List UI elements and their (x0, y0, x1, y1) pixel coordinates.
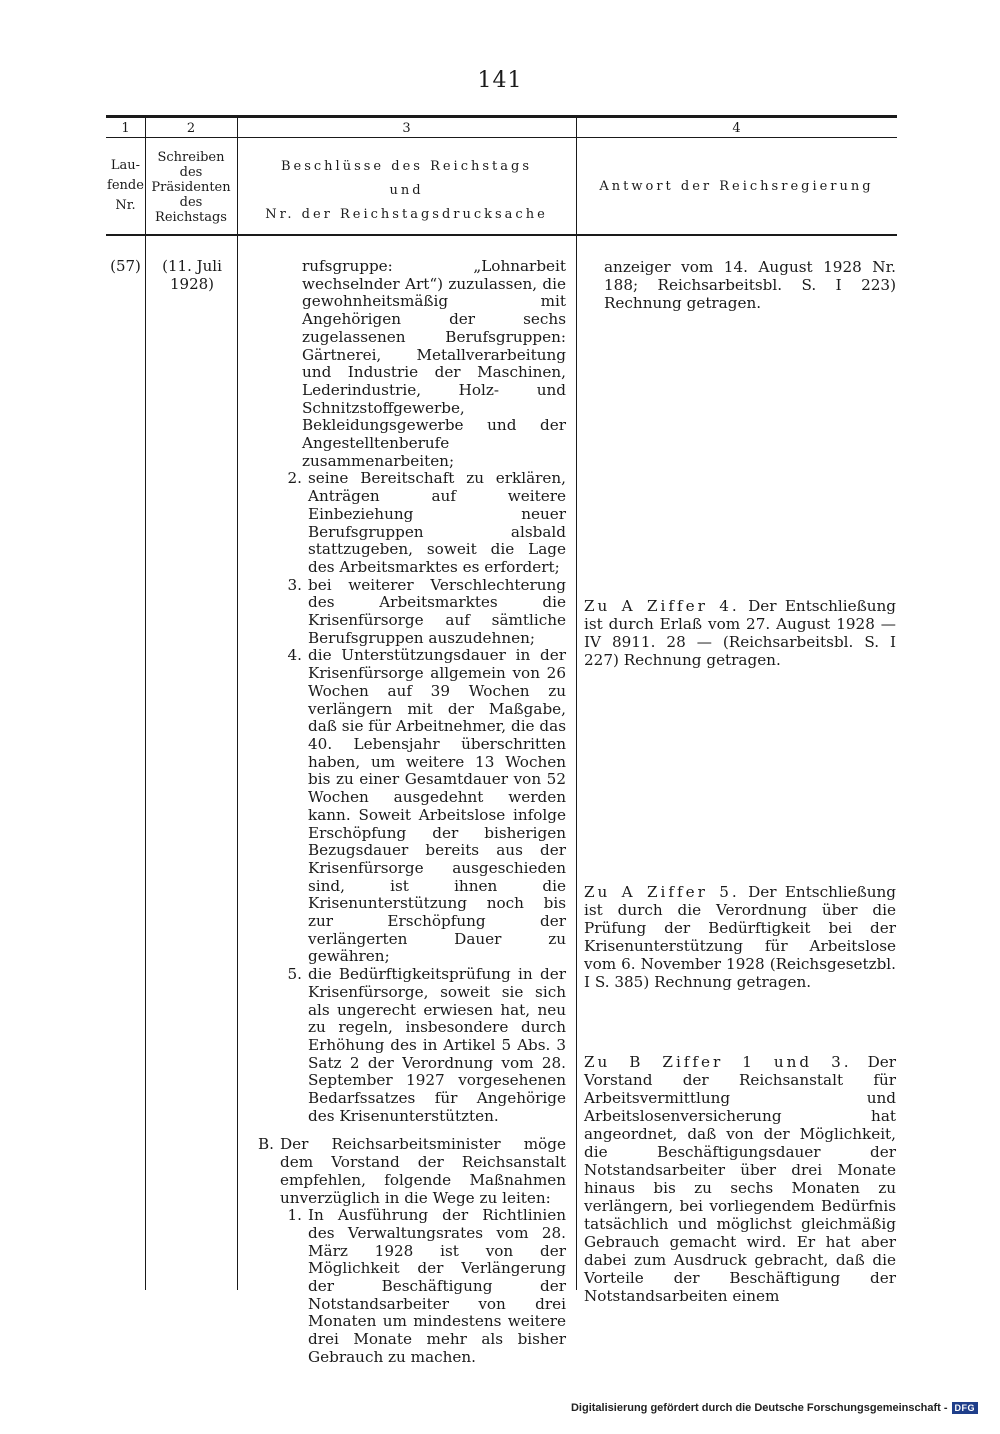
resolution-continuation: rufsgruppe: „Lohnarbeit wechselnder Art“) zuzulassen, die gewohnheitsmäßig mit Angehörigen der sechs zugelassenen Berufsgruppen: Gärtnerei, Metallverarbeitung und Industrie der Maschinen, Lederindustrie, Holz- und Schnitzstoffgewerbe, Bekleidungsgewerbe und der Angestelltenberufe zusammenarbeiten; (302, 257, 566, 470)
col1-header-line: Lau- (110, 158, 141, 173)
entry-date (152, 258, 232, 293)
resolution-item-number: 3. (287, 575, 302, 594)
entry-date-line2: 1928) (169, 274, 215, 293)
column-divider-1 (145, 117, 146, 1290)
col2-header (145, 150, 237, 225)
resolutions-column (252, 258, 566, 1367)
col3-header-line: Beschlüsse des Reichstags (280, 159, 533, 174)
col1-header (106, 156, 145, 216)
col1-header-line: Nr. (115, 198, 136, 213)
resolution-item-4 (252, 647, 566, 966)
top-double-rule (106, 115, 897, 118)
answer-text: Der Entschließung ist durch die Verordnung über die Prüfung der Bedürftigkeit bei der Krisenunterstützung für Arbeitslose vom 6. November 1928 (Reichsgesetzbl. I S. 385) Rechnung getragen. (584, 883, 897, 991)
column-number-4: 4 (732, 121, 741, 136)
col2-header-line: des (179, 165, 203, 180)
digitization-footer (571, 1402, 978, 1414)
answer-a-ziffer-4 (584, 597, 896, 669)
resolution-item-text: In Ausführung der Richtlinien des Verwaltungsrates vom 28. März 1928 ist von der Möglichkeit der Verlängerung der Beschäftigung der Notstandsarbeiter von drei Monaten um mindestens weitere drei Monate mehr als bisher Gebrauch zu machen. (308, 1206, 566, 1366)
resolution-item-text: die Unterstützungsdauer in der Krisenfürsorge allgemein von 26 Wochen auf 39 Wochen zu verlängern mit der Maßgabe, daß sie für Arbeitnehmer, die das 40. Lebensjahr überschritten haben, um weitere 13 Wochen bis zu einer Gesamtdauer von 52 Wochen ausgedehnt werden kann. Soweit Arbeitslose infolge Erschöpfung der bisherigen Bezugsdauer bereits aus der Krisenfürsorge ausgeschieden sind, ist ihnen die Krisenunterstützung noch bis zur Erschöpfung der verlängerten Dauer zu gewähren; (308, 646, 566, 966)
col2-header-line: des (179, 195, 203, 210)
col2-header-line: Reichstags (155, 210, 227, 225)
column-divider-2 (237, 117, 238, 1290)
answer-a-ziffer-5 (584, 883, 896, 991)
dfg-logo: DFG (952, 1402, 979, 1414)
page-number: 141 (477, 68, 523, 93)
resolution-item-text: seine Bereitschaft zu erklären, Anträgen auf weitere Einbeziehung neuer Berufsgruppen alsbald stattzugeben, soweit die Lage des Arbeitsmarktes es erfordert; (308, 469, 566, 576)
col1-header-line: fende (107, 178, 144, 193)
resolution-item-3 (252, 577, 566, 648)
resolution-item-5 (252, 966, 566, 1125)
column-number-1: 1 (121, 121, 130, 136)
resolution-b-item-1 (252, 1207, 566, 1366)
answer-b-ziffer-1-3 (584, 1053, 896, 1305)
col3-header-line: Nr. der Reichstagsdrucksache (265, 207, 548, 222)
answer-text: Der Entschließung ist durch Erlaß vom 27. August 1928 — IV 8911. 28 — (Reichsarbeitsbl. S. I 227) Rechnung getragen. (584, 597, 897, 669)
resolution-item-text: die Bedürftigkeitsprüfung in der Krisenfürsorge, soweit sie sich als ungerecht erwiesen hat, neu zu regeln, insbesondere durch Erhöhung des in Artikel 5 Abs. 3 Satz 2 der Verordnung vom 28. September 1927 vorgesehenen Bedarfssatzes für Angehörige des Krisenunterstützten. (308, 965, 566, 1125)
header-bottom-rule (106, 234, 897, 236)
col3-header-line: und (389, 183, 424, 198)
entry-date-line1: (11. Juli (162, 257, 222, 275)
col2-header-line: Präsidenten (151, 180, 231, 195)
answer-continuation: anzeiger vom 14. August 1928 Nr. 188; Reichsarbeitsbl. S. I 223) Rechnung getragen. (604, 258, 896, 312)
footer-text: Digitalisierung gefördert durch die Deutsche Forschungsgemeinschaft - (570, 1402, 948, 1414)
resolution-item-number: 2. (287, 469, 302, 488)
resolution-item-text: bei weiterer Verschlechterung des Arbeitsmarktes die Krisenfürsorge auf sämtliche Berufsgruppen auszudehnen; (308, 575, 566, 647)
col2-header-line: Schreiben (157, 150, 225, 165)
resolution-item-2 (252, 470, 566, 576)
col3-header (237, 155, 576, 227)
resolution-item-number: 4. (287, 646, 302, 665)
resolution-section-text: Der Reichsarbeitsminister möge dem Vorstand der Reichsanstalt empfehlen, folgende Maßnahmen unverzüglich in die Wege zu leiten: (280, 1135, 566, 1207)
column-number-3: 3 (402, 121, 411, 136)
answer-text: Der Vorstand der Reichsanstalt für Arbeitsvermittlung und Arbeitslosenversicherung hat angeordnet, daß von der Möglichkeit, die Beschäftigungsdauer der Notstandsarbeiter über drei Monate hinaus bis zu sechs Monaten zu verlängern, bei vorliegendem Bedürfnis tatsächlich und möglichst gleichmäßig Gebrauch gemacht wird. Er hat aber dabei zum Ausdruck gebracht, daß die Vorteile der Beschäftigung der Notstandsarbeiten einem (584, 1053, 896, 1305)
column-number-2: 2 (186, 121, 196, 136)
answer-reference: Zu A Ziffer 4. (584, 597, 740, 615)
resolution-section-label: B. (258, 1135, 274, 1154)
resolution-section-b (252, 1136, 566, 1207)
resolution-item-number: 1. (287, 1206, 302, 1225)
column-divider-3 (576, 117, 577, 1290)
resolution-item-number: 5. (287, 965, 302, 984)
entry-number: (57) (110, 257, 141, 275)
answer-reference: Zu A Ziffer 5. (584, 883, 740, 901)
col4-header: Antwort der Reichsregierung (599, 179, 874, 194)
answer-reference: Zu B Ziffer 1 und 3. (584, 1053, 852, 1071)
column-number-rule (106, 137, 897, 138)
